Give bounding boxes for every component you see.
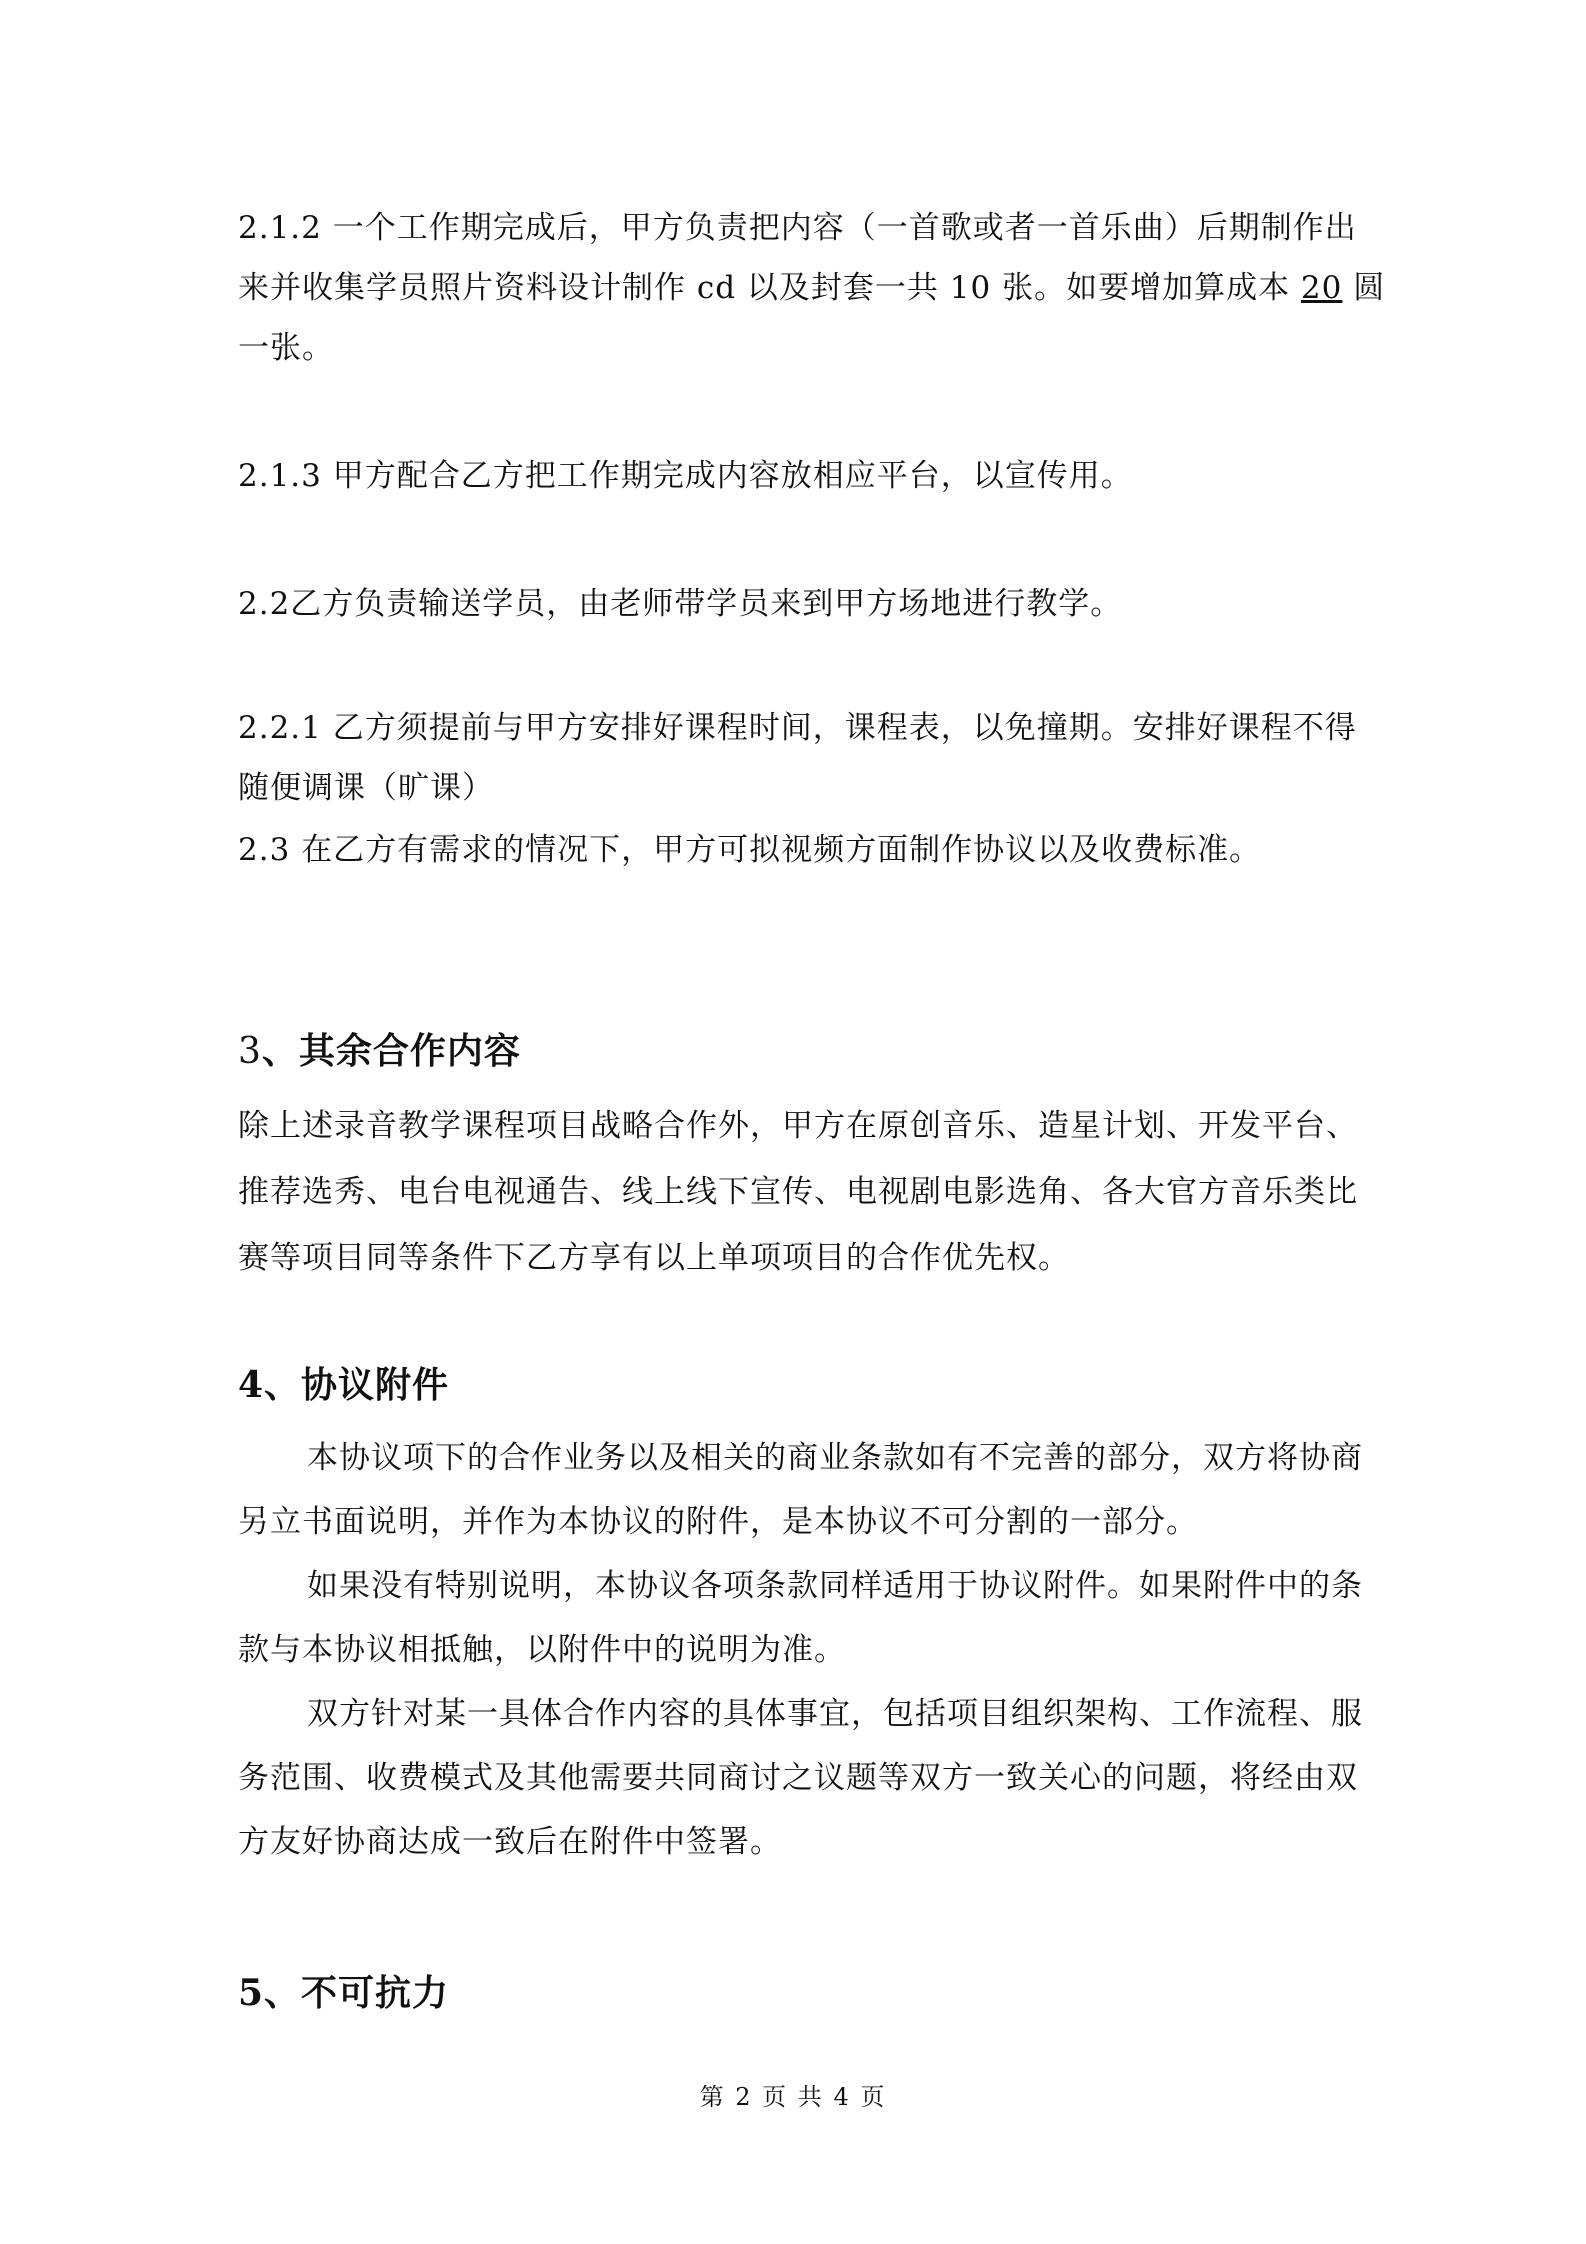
clause-2-2-1-line-2: 随便调课（旷课） [238,770,494,806]
clause-2-1-2-line-1: 2.1.2 一个工作期完成后，甲方负责把内容（一首歌或者一首乐曲）后期制作出 [238,210,1357,246]
clause-2-1-2-line-3: 一张。 [238,330,334,366]
clause-2-2-line-1: 2.2乙方负责输送学员，由老师带学员来到甲方场地进行教学。 [238,586,1123,622]
section-5-heading: 5、不可抗力 [238,1972,450,2014]
section-4-heading: 4、协议附件 [238,1364,450,1406]
clause-2-2-1-line-1: 2.2.1 乙方须提前与甲方安排好课程时间，课程表，以免撞期。安排好课程不得 [238,710,1357,746]
section-4-para-1-line-2: 另立书面说明，并作为本协议的附件，是本协议不可分割的一部分。 [238,1504,1198,1540]
clause-2-1-2-text: 来并收集学员照片资料设计制作 cd 以及封套一共 10 张。如要增加算成本 [238,270,1301,306]
section-3-line-3: 赛等项目同等条件下乙方享有以上单项项目的合作优先权。 [238,1240,1070,1276]
clause-2-3-line-1: 2.3 在乙方有需求的情况下，甲方可拟视频方面制作协议以及收费标准。 [238,832,1262,868]
clause-2-1-3-line-1: 2.1.3 甲方配合乙方把工作期完成内容放相应平台，以宣传用。 [238,458,1133,494]
clause-2-1-2-unit: 圆 [1342,270,1386,306]
section-4-para-2-line-1: 如果没有特别说明，本协议各项条款同样适用于协议附件。如果附件中的条 [307,1568,1363,1604]
cost-per-unit: 20 [1300,270,1343,306]
section-3-number: 3 [238,1031,262,1072]
page-number-footer: 第 2 页 共 4 页 [699,2083,887,2111]
section-4-para-3-line-1: 双方针对某一具体合作内容的具体事宜，包括项目组织架构、工作流程、服 [307,1696,1363,1732]
section-3-line-2: 推荐选秀、电台电视通告、线上线下宣传、电视剧电影选角、各大官方音乐类比 [238,1174,1358,1210]
clause-2-1-2-line-2 [238,266,1385,310]
section-3-title: 、其余合作内容 [261,1030,521,1072]
section-4-para-2-line-2: 款与本协议相抵触，以附件中的说明为准。 [238,1632,846,1668]
section-3-heading [238,1026,521,1077]
section-4-para-3-line-2: 务范围、收费模式及其他需要共同商讨之议题等双方一致关心的问题，将经由双 [238,1760,1358,1796]
section-4-para-1-line-1: 本协议项下的合作业务以及相关的商业条款如有不完善的部分，双方将协商 [307,1440,1363,1476]
section-3-line-1: 除上述录音教学课程项目战略合作外，甲方在原创音乐、造星计划、开发平台、 [238,1108,1358,1144]
section-4-para-3-line-3: 方友好协商达成一致后在附件中签署。 [238,1824,782,1860]
